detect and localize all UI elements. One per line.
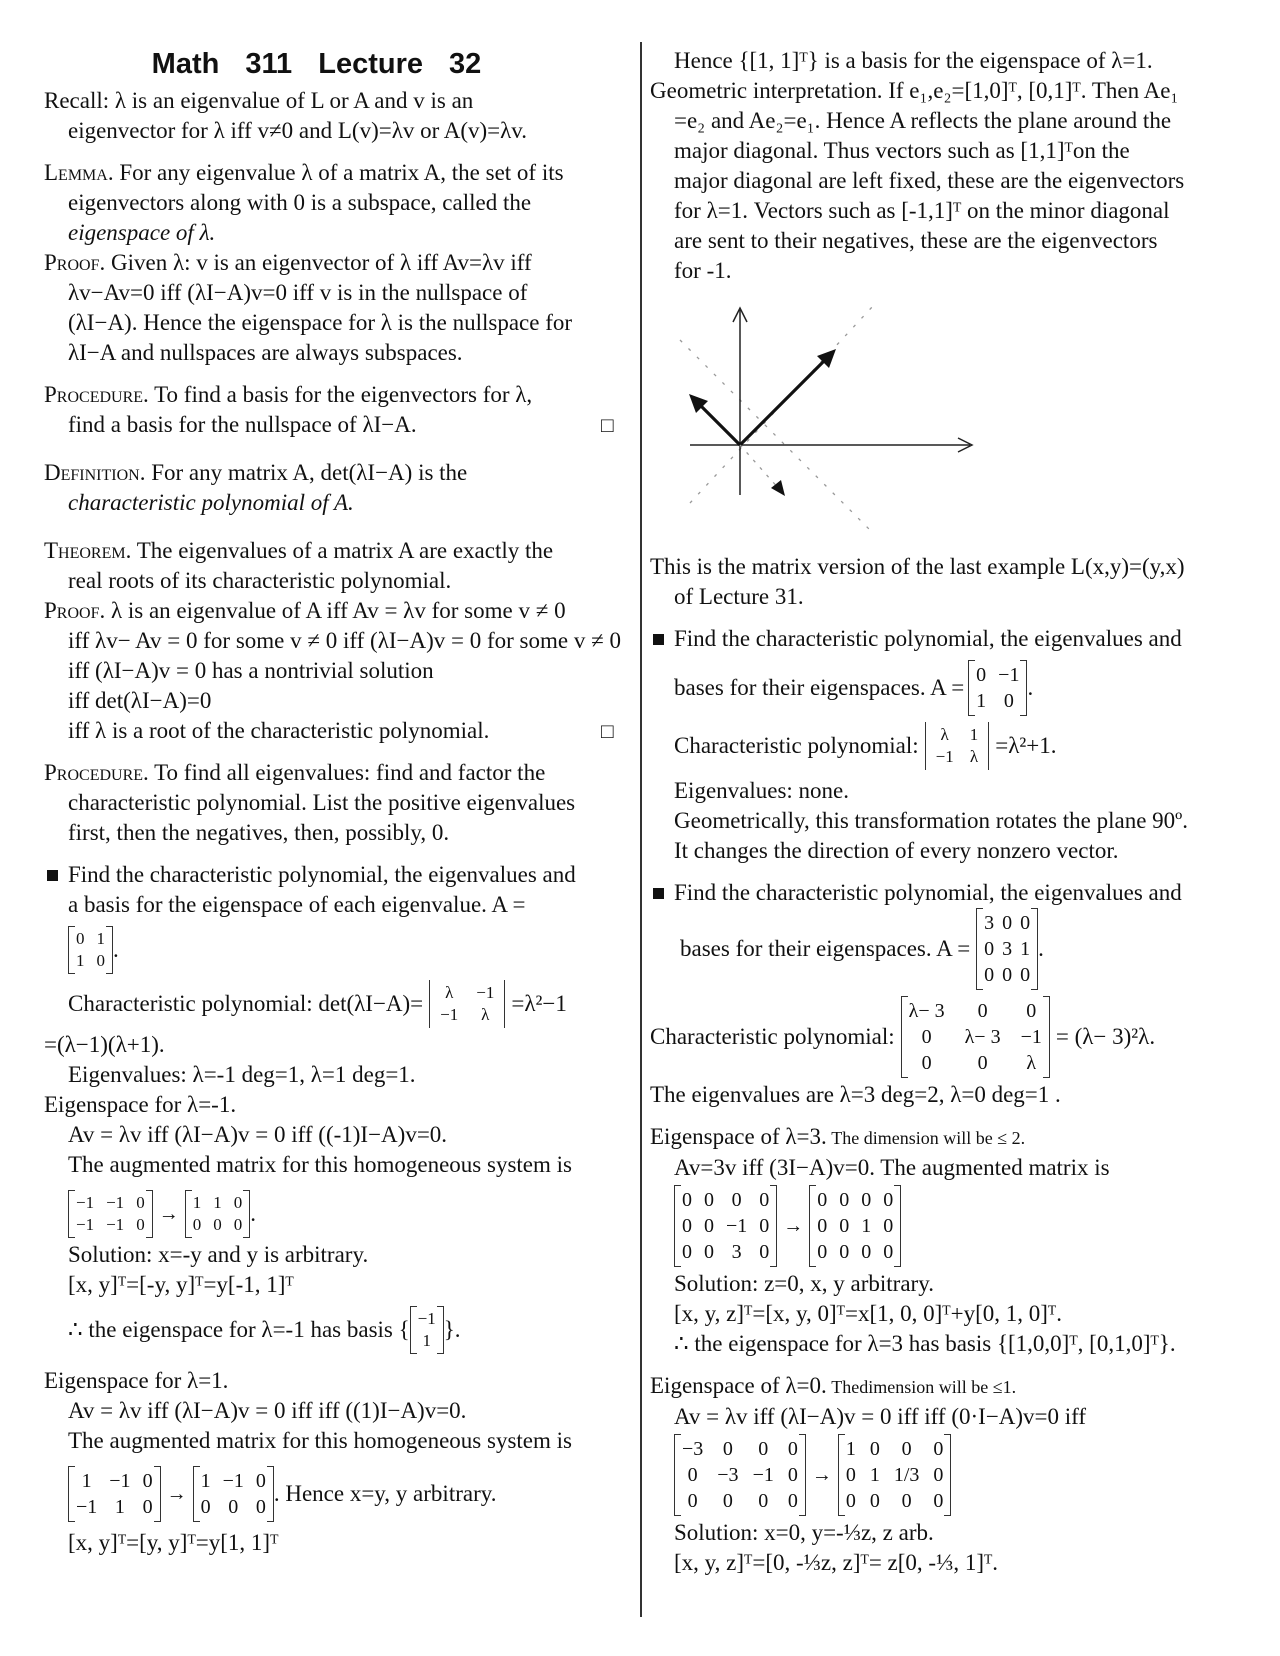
matrix-entry: λ: [940, 725, 949, 744]
text-line: Solution: z=0, x, y arbitrary.: [674, 1271, 934, 1296]
text-line: Eigenspace of λ=3.: [650, 1124, 827, 1149]
matrix-entry: 0: [758, 1490, 769, 1512]
matrix-entry: 0: [787, 1490, 798, 1512]
text-line: are sent to their negatives, these are the eigenvectors: [674, 228, 1158, 253]
matrix-entry: 0: [883, 1189, 894, 1211]
det-1: [429, 980, 505, 1028]
text-line: of Lecture 31.: [674, 584, 804, 609]
matrix-entry: 1: [96, 929, 105, 948]
text-line: major diagonal are left fixed, these are the eigenvectors: [674, 168, 1185, 193]
matrix-entry: −1: [476, 983, 495, 1002]
matrix-entry: 0: [142, 1470, 153, 1492]
text-line: Characteristic polynomial:: [674, 733, 919, 758]
matrix: [925, 722, 990, 770]
text-line: Eigenvalues: λ=-1 deg=1, λ=1 deg=1.: [68, 1062, 416, 1087]
matrix: [838, 1434, 952, 1516]
matrix: [976, 908, 1038, 990]
matrix-entry: 1: [969, 725, 979, 744]
text-line: eigenspace of λ.: [68, 220, 216, 245]
hence-basis: Hence {[1, 1]ᵀ} is a basis for the eigenspace of λ=1.: [674, 48, 1153, 73]
eigenspace-plus1-heading: Eigenspace for λ=1.: [44, 1368, 229, 1393]
text-line: iff λ is a root of the characteristic polynomial.: [68, 718, 490, 743]
text-line: Thedimension will be ≤1.: [826, 1377, 1017, 1397]
matrix-entry: −1: [752, 1464, 774, 1486]
matrix-entry: 1: [76, 951, 85, 970]
matrix-entry: 0: [192, 1215, 202, 1234]
matrix-entry: 0: [883, 1215, 894, 1237]
matrix-entry: 0: [861, 1241, 872, 1263]
text-line: The dimension will be ≤ 2.: [826, 1128, 1026, 1148]
text-line: Characteristic polynomial: det(λI−A)=: [68, 991, 424, 1016]
matrix-entry: 0: [933, 1464, 944, 1486]
text-line: [x, y, z]ᵀ=[x, y, 0]ᵀ=x[1, 0, 0]ᵀ+y[0, 1, 0]ᵀ.: [674, 1301, 1062, 1326]
matrix-entry: 0: [687, 1490, 698, 1512]
matrix-entry: 0: [901, 1438, 912, 1460]
matrix-entry: 0: [759, 1189, 770, 1211]
matrix-entry: −1: [109, 1470, 131, 1492]
matrix-entry: λ: [445, 983, 454, 1002]
text-line: ∴ the eigenspace for λ=-1 has basis {: [68, 1317, 410, 1342]
matrix-entry: 0: [1026, 1000, 1037, 1022]
matrix-entry: 0: [845, 1464, 856, 1486]
text-line: =e₂ and Ae₂=e₁. Hence A reflects the plane around the: [674, 108, 1172, 133]
text-line: Find the characteristic polynomial, the eigenvalues and: [674, 880, 1182, 905]
eigenspace-minus1: Av = λv iff (λI−A)v = 0 iff ((-1)I−A)v=0. The augmented matrix for this homogeneous system is −1 −1 0 −1 −1 0 → 1 1 0 0 0 0 . Solution: x=-y and y is arbitrary. [x, y]ᵀ=[-y, y]ᵀ=y[-1, 1]ᵀ ∴ the eigenspace for λ=-1 has basis { −1 1 }.: [44, 1120, 629, 1354]
text-line: Given λ: v is an eigenvector of λ iff Av=λv iff: [105, 250, 532, 275]
matrix-entry: 0: [228, 1496, 239, 1518]
matrix-entry: 0: [1003, 690, 1014, 712]
matrix-A1: [68, 926, 113, 974]
text-line: Solution: x=-y and y is arbitrary.: [68, 1242, 369, 1267]
text-line: Geometrically, this transformation rotates the plane 90º.: [674, 808, 1189, 833]
matrix-entry: 0: [787, 1438, 798, 1460]
matrix-entry: 0: [213, 1215, 222, 1234]
text-line: To find a basis for the eigenvectors for λ,: [148, 382, 533, 407]
text-line: Find the characteristic polynomial, the eigenvalues and: [674, 626, 1182, 651]
text-line: =λ²−1: [511, 991, 567, 1016]
matrix-entry: 3: [984, 912, 995, 934]
matrix-entry: −1: [935, 747, 954, 766]
text-line: =λ²+1.: [995, 733, 1057, 758]
matrix: [410, 1306, 444, 1354]
text-line: eigenvectors along with 0 is a subspace, called the: [68, 190, 532, 215]
eigenspace-0: [650, 1402, 1250, 1578]
matrix-entry: 0: [977, 1052, 988, 1074]
matrix: [674, 1434, 806, 1516]
matrix: [68, 1190, 153, 1238]
example-3: Find the characteristic polynomial, the eigenvalues and bases for their eigenspaces. A = 3 0 0 0 3 1 0 0 0 .: [650, 878, 1250, 990]
negated-eigenvector: [740, 445, 780, 490]
text-line: bases for their eigenspaces. A =: [680, 936, 971, 961]
matrix-entry: 0: [817, 1215, 828, 1237]
matrix-entry: 0: [722, 1438, 733, 1460]
text-line: eigenvector for λ iff v≠0 and L(v)=λv or A(v)=λv.: [68, 118, 528, 143]
matrix-entry: −3: [682, 1438, 704, 1460]
text-line: This is the matrix version of the last example L(x,y)=(y,x): [650, 554, 1185, 579]
matrix-entry: 0: [933, 1438, 944, 1460]
text-line: λI−A and nullspaces are always subspaces.: [68, 340, 463, 365]
matrix: [193, 1466, 274, 1522]
eigenspace-3-heading: [650, 1122, 1250, 1153]
text-line: =(λ−1)(λ+1).: [44, 1032, 165, 1057]
matrix-entry: λ: [1026, 1052, 1037, 1074]
eigenvector-1-1: [740, 355, 830, 445]
matrix-entry: 1: [200, 1470, 211, 1492]
example-3-eigenvalues: The eigenvalues are λ=3 deg=2, λ=0 deg=1 .: [650, 1082, 1061, 1107]
matrix-entry: 1: [192, 1193, 202, 1212]
matrix-entry: 3: [731, 1241, 742, 1263]
procedure-basis: Procedure. To find a basis for the eigenvectors for λ, find a basis for the nullspace of λI−A. □: [44, 382, 614, 437]
matrix-entry: 0: [255, 1470, 266, 1492]
text-line: first, then the negatives, then, possibly, 0.: [68, 820, 450, 845]
text-line: real roots of its characteristic polynomial.: [68, 568, 452, 593]
matrix-entry: 0: [839, 1215, 850, 1237]
negated-eigenvector-arrowhead: [771, 480, 785, 496]
matrix-entry: 0: [1002, 912, 1013, 934]
matrix-entry: 0: [839, 1241, 850, 1263]
definition: [44, 458, 629, 518]
matrix-entry: 1: [81, 1470, 92, 1492]
text-line: . Hence x=y, y arbitrary.: [273, 1481, 497, 1506]
matrix-version-note: [650, 552, 1250, 612]
matrix-entry: 1: [976, 690, 987, 712]
left-column: [44, 40, 629, 1558]
matrix-entry: 0: [1020, 912, 1031, 934]
matrix-entry: −1: [1020, 1026, 1042, 1048]
matrix-entry: 3: [1002, 938, 1013, 960]
matrix-entry: 0: [869, 1438, 880, 1460]
matrix-entry: 0: [233, 1215, 243, 1234]
matrix-entry: λ− 3: [964, 1026, 1001, 1048]
matrix-entry: 0: [1020, 964, 1031, 986]
matrix-entry: 1: [1020, 938, 1031, 960]
text-line: }.: [443, 1317, 461, 1342]
text-line: To find all eigenvalues: find and factor the: [148, 760, 546, 785]
matrix-entry: 0: [977, 1000, 988, 1022]
text-line: bases for their eigenspaces. A =: [674, 675, 965, 700]
matrix: [809, 1185, 901, 1267]
text-line: →: [811, 1464, 832, 1486]
text-line: →: [783, 1215, 804, 1237]
matrix-entry: 0: [200, 1496, 211, 1518]
text-line: →: [158, 1203, 179, 1225]
matrix-entry: 0: [96, 951, 105, 970]
text-line: Solution: x=0, y=-⅓z, z arb.: [674, 1520, 934, 1545]
text-line: iff λv− Av = 0 for some v ≠ 0 iff (λI−A)v = 0 for some v ≠ 0: [68, 628, 621, 653]
matrix-entry: 0: [704, 1241, 714, 1263]
text-line: characteristic polynomial. List the positive eigenvalues: [68, 790, 576, 815]
matrix: [674, 1185, 777, 1267]
text-line: [x, y]ᵀ=[-y, y]ᵀ=y[-1, 1]ᵀ: [68, 1272, 294, 1297]
matrix-entry: −1: [76, 1496, 98, 1518]
matrix: [968, 660, 1027, 716]
text-line: iff (λI−A)v = 0 has a nontrivial solution: [68, 658, 434, 683]
minor-diagonal: [680, 340, 870, 530]
matrix-entry: 1/3: [893, 1464, 920, 1486]
text-line: Characteristic polynomial:: [650, 1024, 895, 1049]
matrix-entry: λ: [481, 1005, 490, 1024]
text-line: λv−Av=0 iff (λI−A)v=0 iff v is in the nullspace of: [68, 280, 528, 305]
text-line: = (λ− 3)²λ.: [1055, 1024, 1156, 1049]
matrix-entry: 0: [255, 1496, 266, 1518]
matrix: [185, 1190, 251, 1238]
text-line: Av = λv iff (λI−A)v = 0 iff iff (0·I−A)v=0 iff: [674, 1404, 1087, 1429]
matrix-entry: 0: [933, 1490, 944, 1512]
matrix-entry: 0: [136, 1193, 145, 1212]
text-line: →: [166, 1483, 187, 1505]
matrix-entry: 0: [731, 1189, 742, 1211]
page-title: Math 311 Lecture 32: [151, 48, 482, 80]
example-1: Find the characteristic polynomial, the eigenvalues and a basis for the eigenspace of each eigenvalue. A = 0 1 1 0 . Characteristic polynomial: det(λI−A)= λ −1 −1 λ =λ²−1 =(λ−1)(λ+1). Eigenvalues: λ=-1 deg=1, λ=1 deg=1.: [44, 860, 629, 1090]
reflection-diagram: [650, 290, 1250, 540]
text-line: Procedure.: [44, 382, 149, 407]
matrix-entry: −1: [106, 1215, 125, 1234]
text-line: Theorem.: [44, 538, 132, 563]
matrix-entry: 0: [1002, 964, 1013, 986]
text-line: The augmented matrix for this homogeneous system is: [68, 1428, 572, 1453]
text-line: Eigenvalues: none.: [674, 778, 850, 803]
matrix-entry: 0: [921, 1052, 932, 1074]
text-line: It changes the direction of every nonzero vector.: [674, 838, 1119, 863]
text-line: major diagonal. Thus vectors such as [1,1]ᵀon the: [674, 138, 1130, 163]
matrix-entry: −1: [222, 1470, 244, 1492]
matrix-entry: 0: [984, 938, 995, 960]
matrix-entry: 0: [759, 1215, 770, 1237]
text-line: [x, y]ᵀ=[y, y]ᵀ=y[1, 1]ᵀ: [68, 1530, 279, 1555]
matrix-entry: 0: [142, 1496, 153, 1518]
text-line: Proof.: [44, 250, 106, 275]
text-line: for -1.: [674, 258, 732, 283]
matrix-entry: 0: [984, 964, 995, 986]
matrix-entry: 0: [901, 1490, 912, 1512]
matrix-entry: λ: [969, 747, 979, 766]
text-line: find a basis for the nullspace of λI−A.: [68, 412, 417, 437]
matrix-entry: 0: [682, 1189, 692, 1211]
matrix-entry: 0: [687, 1464, 698, 1486]
eigenspace-plus1: [44, 1396, 629, 1558]
matrix-entry: 1: [213, 1193, 222, 1212]
matrix-entry: −3: [717, 1464, 739, 1486]
text-line: For any matrix A, det(λI−A) is the: [145, 460, 468, 485]
matrix-entry: 0: [136, 1215, 145, 1234]
matrix-entry: 0: [839, 1189, 850, 1211]
matrix-entry: 0: [704, 1215, 714, 1237]
text-line: iff det(λI−A)=0: [68, 688, 212, 713]
text-line: ∴ the eigenspace for λ=3 has basis {[1,0,0]ᵀ, [0,1,0]ᵀ}.: [674, 1331, 1176, 1356]
matrix: [901, 996, 1050, 1078]
right-column: [650, 40, 1250, 1578]
lemma: [44, 158, 629, 248]
text-line: The augmented matrix for this homogeneous system is: [68, 1152, 572, 1177]
matrix-entry: 1: [114, 1496, 125, 1518]
example-3-char-poly: [650, 996, 1250, 1078]
theorem-proof: Proof. λ is an eigenvalue of A iff Av = λv for some v ≠ 0 iff λv− Av = 0 for some v ≠ 0 iff (λI−A)v = 0 for some v ≠ 0 iff (λI−A)v = 0 has a nontrivial solution iff det(λI−A)=0 iff λ is a root of the characteristic polynomial. □: [44, 598, 621, 743]
text-line: λ is an eigenvalue of A iff Av = λv for some v ≠ 0: [105, 598, 566, 623]
text-line: Procedure.: [44, 760, 149, 785]
text-line: The eigenvalues of a matrix A are exactly the: [131, 538, 554, 563]
text-line: Av = λv iff (λI−A)v = 0 iff ((-1)I−A)v=0.: [68, 1122, 448, 1147]
matrix-entry: −1: [76, 1193, 95, 1212]
matrix-entry: −1: [726, 1215, 748, 1237]
matrix-entry: λ− 3: [908, 1000, 945, 1022]
matrix-entry: −1: [417, 1309, 436, 1328]
text-line: For any eigenvalue λ of a matrix A, the set of its: [113, 160, 564, 185]
text-line: a basis for the eigenspace of each eigenvalue. A =: [68, 892, 526, 917]
matrix-entry: −1: [106, 1193, 125, 1212]
text-line: Find the characteristic polynomial, the eigenvalues and: [68, 862, 576, 887]
text-line: characteristic polynomial of A.: [68, 490, 354, 515]
matrix-entry: 0: [861, 1189, 872, 1211]
text-line: Lemma.: [44, 160, 114, 185]
geometric-interpretation: [650, 76, 1250, 286]
example-2: Find the characteristic polynomial, the eigenvalues and bases for their eigenspaces. A = 0 −1 1 0 . Characteristic polynomial: λ 1 −1 λ =λ²+1. Eigenvalues: none. Geometrically, this transformation rotates the plane 90º. It changes the direction of every nonzero vector.: [650, 624, 1250, 866]
theorem: [44, 536, 629, 596]
text-line: for λ=1. Vectors such as [-1,1]ᵀ on the minor diagonal: [674, 198, 1170, 223]
text-line: Av=3v iff (3I−A)v=0. The augmented matrix is: [674, 1155, 1110, 1180]
matrix-entry: 0: [817, 1241, 828, 1263]
lemma-proof: [44, 248, 629, 368]
matrix-entry: 1: [845, 1438, 856, 1460]
matrix-entry: 0: [758, 1438, 769, 1460]
matrix-entry: 0: [845, 1490, 856, 1512]
matrix-entry: −1: [998, 664, 1020, 686]
matrix-entry: 0: [233, 1193, 243, 1212]
text-line: Geometric interpretation. If e₁,e₂=[1,0]ᵀ, [0,1]ᵀ. Then Ae₁: [650, 78, 1179, 103]
matrix-entry: 0: [722, 1490, 733, 1512]
eigenspace-0-heading: [650, 1371, 1250, 1402]
text-line: (λI−A). Hence the eigenspace for λ is the nullspace for: [68, 310, 573, 335]
matrix-entry: 0: [787, 1464, 798, 1486]
eigenspace-3: [650, 1153, 1250, 1359]
procedure-eigenvalues: [44, 758, 629, 848]
matrix-entry: 0: [921, 1026, 932, 1048]
matrix-entry: 0: [759, 1241, 770, 1263]
matrix-entry: 1: [861, 1215, 872, 1237]
matrix-entry: 0: [883, 1241, 894, 1263]
matrix-entry: 0: [976, 664, 987, 686]
text-line: Av = λv iff (λI−A)v = 0 iff iff ((1)I−A)v=0.: [68, 1398, 467, 1423]
matrix-entry: −1: [76, 1215, 95, 1234]
recall: [44, 86, 629, 146]
matrix-entry: −1: [440, 1005, 459, 1024]
column-divider: [640, 42, 642, 1617]
matrix-entry: 0: [869, 1490, 880, 1512]
matrix: [68, 1466, 161, 1522]
matrix-entry: 1: [869, 1464, 880, 1486]
text-line: Proof.: [44, 598, 106, 623]
matrix-entry: 0: [704, 1189, 714, 1211]
matrix-entry: 1: [422, 1331, 431, 1350]
matrix-entry: 0: [76, 929, 85, 948]
text-line: [x, y, z]ᵀ=[0, -⅓z, z]ᵀ= z[0, -⅓, 1]ᵀ.: [674, 1550, 999, 1575]
eigenspace-minus1-heading: Eigenspace for λ=-1.: [44, 1092, 237, 1117]
text-line: Eigenspace of λ=0.: [650, 1373, 827, 1398]
matrix-entry: 0: [817, 1189, 828, 1211]
matrix-entry: 0: [682, 1241, 692, 1263]
text-line: Definition.: [44, 460, 146, 485]
text-line: Recall: λ is an eigenvalue of L or A and v is an: [44, 88, 474, 113]
matrix-entry: 0: [682, 1215, 692, 1237]
